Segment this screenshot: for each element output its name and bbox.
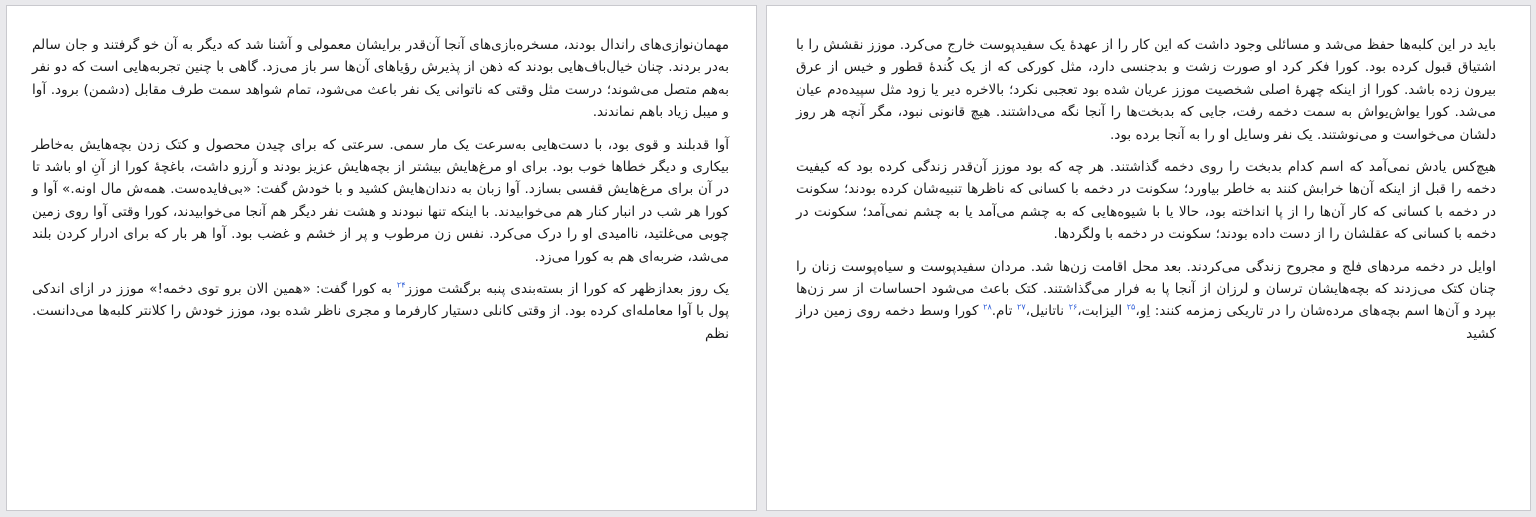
- footnote-link-26[interactable]: ۲۶: [1068, 302, 1078, 312]
- paragraph-text: کورا وسط دخمه روی زمین دراز کشید: [796, 303, 1496, 342]
- paragraph-text: تام.: [991, 303, 1018, 320]
- footnote-link-28[interactable]: ۲۸: [983, 302, 992, 312]
- page-right-text: [796, 34, 1496, 355]
- paragraph-text: به کورا گفت: «همین الان برو توی دخمه!» موزز در ازای اندکی پول با آوا معامله‌ای کرده بود. از وقتی کانلی دستیار کارفرما و مجری ناظر شده بود، موزز خودش را کلانتر کلبه‌ها می‌دانست. نظم: [32, 281, 729, 342]
- footnote-link-25[interactable]: ۲۵: [1126, 302, 1136, 312]
- paragraph-text: ناتانیل،: [1025, 303, 1069, 320]
- footnote-link-27[interactable]: ۲۷: [1017, 302, 1026, 312]
- paragraph-text: اوایل در دخمه مردهای فلج و مجروح زندگی می‌کردند. بعد محل اقامت زن‌ها شد. مردان سفیدپوست و سیاه‌پوست زنان را چنان کتک می‌زدند که بچه‌هایشان ترسان و لرزان از آنجا پا به فرار می‌گذاشتند. کتک باعث می‌شود احساسات از سر زن‌ها بپرد و آن‌ها اسم بچه‌های مرده‌شان را در تاریکی زمزمه کنند: اِو،: [796, 258, 1497, 320]
- paragraph: هیچ‌کس یادش نمی‌آمد که اسم کدام بدبخت را روی دخمه گذاشتند. هر چه که بود موزز آن‌قدر زندگی کرده بود که کیفیت دخمه را قبل از اینکه آن‌ها خرابش کنند به خاطر بیاورد؛ سکونت در دخمه با کسانی که ناظرها تنبیه‌شان کرده بودند؛ سکونت در دخمه با کسانی که کار آن‌ها را از پا انداخته بود، حالا یا با شیوه‌هایی که به چشم می‌آمد یا به چشم نمی‌آمد؛ سکونت در دخمه با کسانی که عقلشان را از دست داده بودند؛ سکونت در دخمه با ولگردها.: [796, 159, 1496, 243]
- page-left-text: [32, 34, 729, 355]
- paragraph: باید در این کلبه‌ها حفظ می‌شد و مسائلی وجود داشت که این کار را از عهدهٔ یک سفیدپوست خارج می‌کرد. موزز نقشش را با اشتیاق قبول کرده بود. کورا فکر کرد او صورت زشت و بدجنسی دارد، مثل کورکی که از یک کُندهٔ قطور و خیس از عرق بیرون زده باشد. کورا از اینکه چهرهٔ اصلی شخصیت موزز عریان شده بود تعجبی نکرد؛ بالاخره دیر یا زود مثل سپیده‌دم عیان می‌شد. کورا یواش‌یواش به سمت دخمه رفت، جایی که بدبخت‌ها را آنجا نگه می‌داشتند. هیچ قانونی نبود، مگر آنچه هر روز دلشان می‌خواست و می‌نوشتند. یک نفر وسایل او را به آنجا برده بود.: [796, 37, 1496, 143]
- paragraph: [796, 256, 1496, 346]
- paragraph: مهمان‌نوازی‌های راندال بودند، مسخره‌بازی‌های آنجا آن‌قدر برایشان معمولی و آشنا شد که دیگر به آن خو گرفتند و جان سالم به‌در بردند. چنان خیال‌باف‌هایی بودند که ذهن از پذیرش رؤیاهای آن‌ها سر باز می‌زد. گاهی با چنین تجربه‌هایی است که دو نفر به‌هم متصل می‌شوند؛ درست مثل وقتی که ناتوانی یک نفر باعث می‌شود، تمام شواهد سمت طرف مقابل (دشمن) برود. آوا و میبل زیاد باهم نماندند.: [32, 37, 729, 121]
- paragraph-text: الیزابت،: [1077, 303, 1127, 320]
- footnote-link-24[interactable]: ۲۴: [396, 280, 406, 290]
- page-left: [6, 5, 757, 511]
- paragraph: آوا قدبلند و قوی بود، با دست‌هایی به‌سرعت یک مار سمی. سرعتی که برای چیدن محصول و کتک زدن بچه‌هایش به‌خاطر بیکاری و دیگر خطاها خوب بود. برای او مرغ‌هایش بیشتر از بچه‌هایش عزیز بودند و آرزو داشت، باغچهٔ کورا از آنِ او باشد تا در آن برای مرغ‌هایش قفسی بسازد. آوا زبان به دندان‌هایش کشید و با خودش گفت: «بی‌فایده‌ست. همه‌ش مال اونه.» آوا و کورا هر شب در انبار کنار هم می‌خوابیدند. با اینکه تنها نبودند و هشت نفر دیگر هم آنجا می‌خوابیدند، کورا وقتی آوا روی زمین چوبی می‌غلتید، ناامیدی او را درک می‌کرد. نفس زن مرطوب و پر از خشم و غضب بود. آوا هر بار که برای ادرار کردن بلند می‌شد، ضربه‌ای هم به کورا می‌زد.: [32, 136, 729, 265]
- page-right: [766, 5, 1531, 511]
- paragraph-text: یک روز بعدازظهر که کورا از بسته‌بندی پنبه برگشت موزز: [405, 281, 729, 298]
- paragraph: [32, 278, 729, 345]
